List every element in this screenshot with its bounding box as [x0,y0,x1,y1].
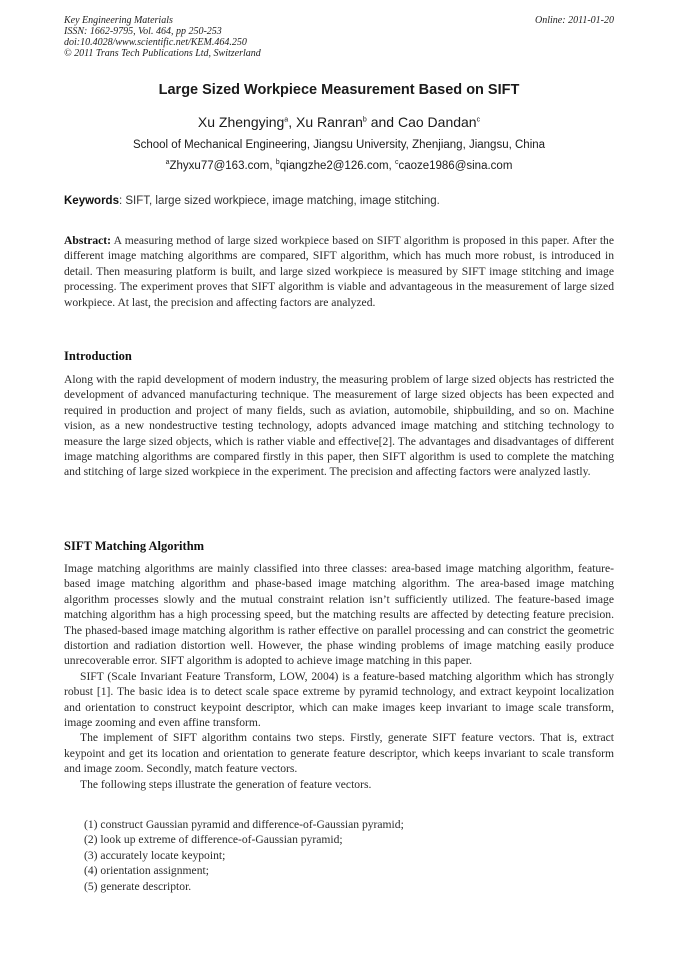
step-item: (3) accurately locate keypoint; [84,848,226,862]
email-mark: c [394,159,399,167]
abstract-label: Abstract: [64,234,112,247]
step-item: (4) orientation assignment; [84,864,209,878]
email-address: caoze1986@sina.com [398,160,513,172]
section-heading-introduction: Introduction [64,349,132,363]
author-mark: a [284,116,289,124]
author-mark: c [476,116,481,124]
step-item: (5) generate descriptor. [84,879,192,893]
author-name: Xu Ranran [295,114,363,130]
sift-paragraph: The following steps illustrate the generation of feature vectors. [80,777,372,791]
paper-title: Large Sized Workpiece Measurement Based on SIFT [158,82,520,98]
abstract-text: A measuring method of large sized workpiece based on SIFT algorithm is proposed in this paper. After the different image matching algorithms are compared, SIFT algorithm, which has much more robust, is introduced in detail. Then measuring platform is built, and large sized workpiece is measured by SIFT image stitching and image processing. The experiment proves that SIFT algorithm is viable and advantageous in the measurement of large sized workpiece. At last, the precision and affecting factors are analyzed. [64,234,614,309]
author-separator: , [288,114,296,130]
sift-section-body [64,561,614,792]
keywords-label: Keywords [64,195,119,207]
feature-vector-steps [84,817,404,894]
email-mark: a [165,159,170,167]
affiliation: School of Mechanical Engineering, Jiangsu University, Zhenjiang, Jiangsu, China [132,139,546,151]
email-list [64,160,614,172]
step-item: (2) look up extreme of difference-of-Gaussian pyramid; [84,833,343,847]
doi-line: doi:10.4028/www.scientific.net/KEM.464.250 [64,37,247,48]
copyright-line: © 2011 Trans Tech Publications Ltd, Switzerland [64,48,261,59]
author-separator: and [366,114,398,130]
sift-paragraph: Image matching algorithms are mainly classified into three classes: area-based image matching algorithm, feature-based image matching algorithm and phase-based image matching algorithm. The area-based image matching algorithm processes slowly and the mutual constraint relation isn’t sufficiently utilized. The feature-based image matching algorithm has a high processing speed, but the matching results are affected by detecting feature precision. The phased-based image matching algorithm is rather effective on parallel processing and can constrict the geometric distortion and radiation distortion well. However, the phase winding problems of image matching easily produce unrecoverable error. SIFT algorithm is adopted to achieve image matching in this paper. [64,562,614,668]
online-date: Online: 2011-01-20 [535,15,614,26]
keywords-text: : SIFT, large sized workpiece, image matching, image stitching. [118,195,440,207]
abstract [64,233,614,310]
email-address: Zhyxu77@163.com, [169,160,276,172]
sift-paragraph: SIFT (Scale Invariant Feature Transform, LOW, 2004) is a feature-based matching algorithm which has strongly robust [1]. The basic idea is to detect scale space extreme by pyramid technology, and extract keypoint localization and orientation to construct keypoint descriptor, which can make images keep invariant to image scale transform, image zooming and even affine transform. [64,669,614,730]
author-name: Xu Zhengying [197,114,285,130]
journal-metadata [64,15,261,59]
step-item: (1) construct Gaussian pyramid and difference-of-Gaussian pyramid; [84,818,404,831]
introduction-paragraph: Along with the rapid development of modern industry, the measuring problem of large sized objects has restricted the development of advanced manufacturing technique. The measurement of large sized objects has been expected and required in production and project of many fields, such as aviation, automobile, shipbuilding, and so on. Machine vision, as a new nondestructive testing technology, adopts advanced image matching and stitching technology to measure the large sized objects, which is rather viable and effective[2]. The advantages and disadvantages of different image matching algorithms are compared firstly in this paper, then SIFT algorithm is used to complete the matching and stitching of large sized workpiece in the experiment. The precision and affecting factors were analyzed lastly. [64,373,614,479]
author-mark: b [362,116,367,124]
keywords [64,195,614,207]
author-list [64,114,614,130]
author-name: Cao Dandan [397,114,477,130]
sift-paragraph: The implement of SIFT algorithm contains two steps. Firstly, generate SIFT feature vectors. That is, extract keypoint and get its location and orientation to generate feature descriptor, which keeps invariant to scale transform and image zoom. Secondly, match feature vectors. [64,731,614,776]
journal-name: Key Engineering Materials [64,15,173,26]
issn-line: ISSN: 1662-9795, Vol. 464, pp 250-253 [64,26,222,37]
section-heading-sift: SIFT Matching Algorithm [64,539,205,553]
email-address: qiangzhe2@126.com, [279,160,395,172]
email-mark: b [275,159,280,167]
